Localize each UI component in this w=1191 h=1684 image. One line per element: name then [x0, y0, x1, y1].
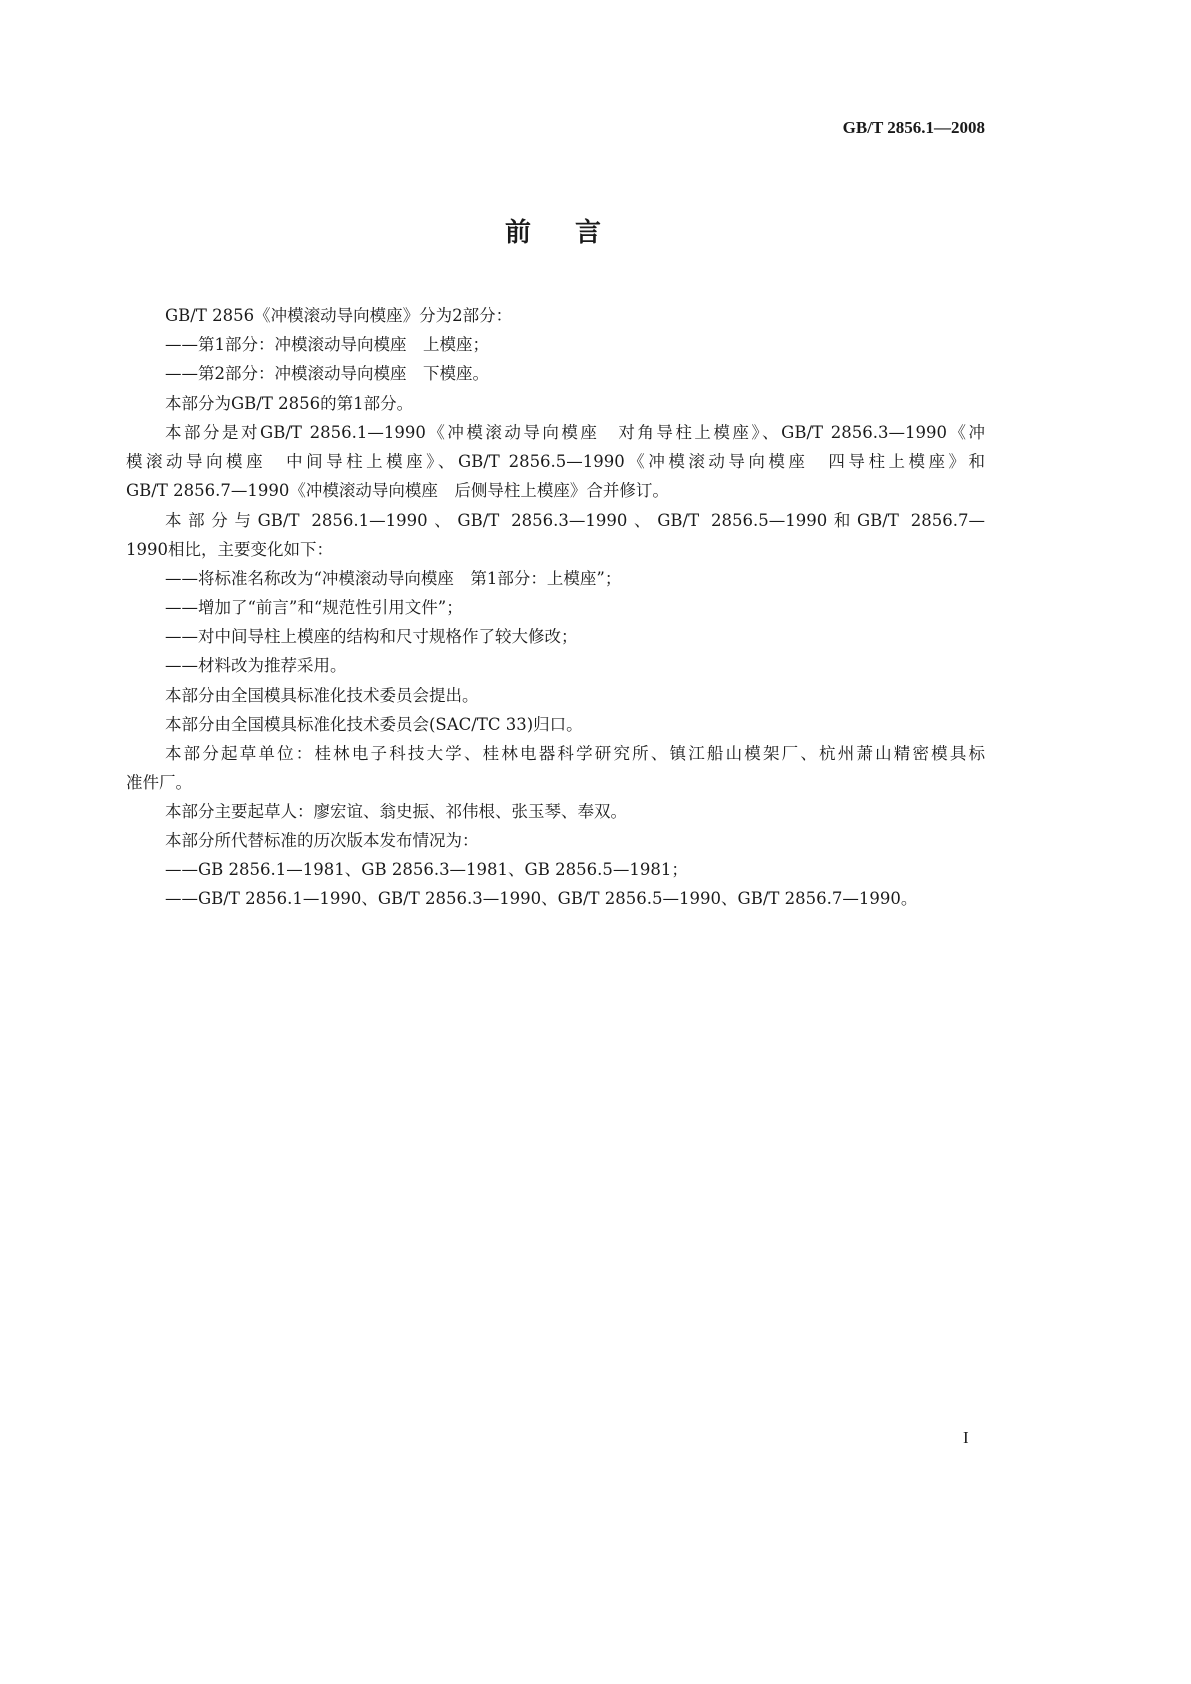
paragraph-line: GB/T 2856.7—1990《冲模滚动导向模座 后侧导柱上模座》合并修订。	[126, 481, 669, 500]
paragraph-line: 本部分由全国模具标准化技术委员会提出。	[165, 686, 479, 705]
paragraph-line: 准件厂。	[126, 773, 192, 792]
list-item: ——对中间导柱上模座的结构和尺寸规格作了较大修改；	[165, 627, 578, 646]
standard-number-header: GB/T 2856.1—2008	[842, 118, 985, 137]
paragraph-line: 1990相比，主要变化如下：	[126, 540, 333, 559]
paragraph-line: GB/T 2856《冲模滚动导向模座》分为2部分：	[165, 306, 513, 325]
paragraph-line: 本部分所代替标准的历次版本发布情况为：	[165, 831, 479, 850]
page-title: 前言	[504, 218, 645, 248]
list-item: ——将标准名称改为“冲模滚动导向模座 第1部分：上模座”；	[165, 569, 622, 588]
list-item: ——增加了“前言”和“规范性引用文件”；	[165, 598, 463, 617]
list-item: ——第1部分：冲模滚动导向模座 上模座；	[165, 335, 489, 354]
list-item: ——GB 2856.1—1981、GB 2856.3—1981、GB 2856.5—1981；	[165, 860, 688, 879]
page-number: I	[963, 1428, 969, 1447]
paragraph-line: 模滚动导向模座 中间导柱上模座》、GB/T 2856.5—1990《冲模滚动导向模座 四导柱上模座》和	[126, 452, 985, 471]
paragraph-line: 本部分与GB/T 2856.1—1990、GB/T 2856.3—1990、GB/T 2856.5—1990和GB/T 2856.7—	[165, 511, 985, 530]
paragraph-line: 本部分由全国模具标准化技术委员会(SAC/TC 33)归口。	[165, 715, 583, 734]
paragraph-line: 本部分是对GB/T 2856.1—1990《冲模滚动导向模座 对角导柱上模座》、GB/T 2856.3—1990《冲	[165, 423, 985, 442]
list-item: ——第2部分：冲模滚动导向模座 下模座。	[165, 364, 489, 383]
paragraph-line: 本部分为GB/T 2856的第1部分。	[165, 394, 414, 413]
list-item: ——材料改为推荐采用。	[165, 656, 347, 675]
list-item: ——GB/T 2856.1—1990、GB/T 2856.3—1990、GB/T 2856.5—1990、GB/T 2856.7—1990。	[165, 889, 918, 908]
paragraph-line: 本部分起草单位：桂林电子科技大学、桂林电器科学研究所、镇江船山模架厂、杭州萧山精密模具标	[165, 744, 985, 763]
paragraph-line: 本部分主要起草人：廖宏谊、翁史振、祁伟根、张玉琴、奉双。	[165, 802, 627, 821]
